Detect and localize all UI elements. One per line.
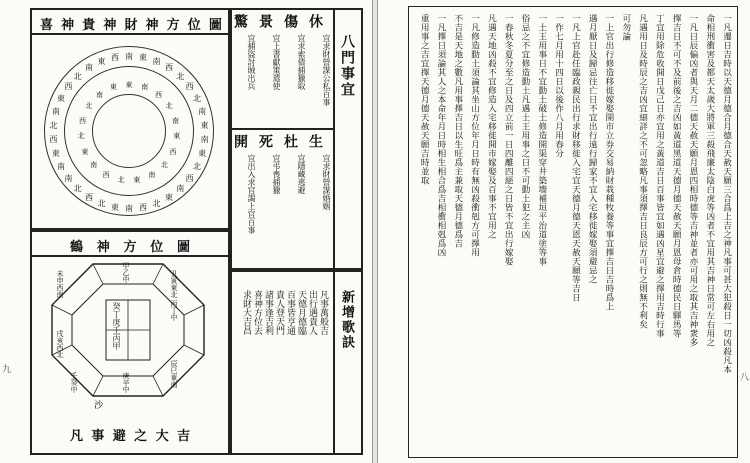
crane-footer-char: 避 bbox=[112, 429, 126, 444]
ring-char: 北 bbox=[165, 102, 173, 111]
crane-sub-label: 沙 bbox=[92, 400, 102, 409]
ring-char: 西 bbox=[185, 173, 194, 183]
ring-char: 南 bbox=[56, 161, 65, 171]
ring-char: 東 bbox=[51, 148, 60, 158]
crane-side-label: 庚辛中 bbox=[122, 372, 130, 393]
crane-side-label: 戌亥西北 bbox=[56, 330, 64, 358]
ring-char: 東 bbox=[56, 94, 65, 104]
text-column: 俗忌之不宜修造動土凡遇土王用事之日不可動土犯之主凶 bbox=[519, 14, 530, 239]
text-column: 一凡修造動土須論其坐山方位年月日時有無凶殺衝剋方可擇用 bbox=[469, 14, 480, 257]
gate-text: 宜求財營謀公私百事 bbox=[322, 34, 331, 106]
gate-text: 宜捕盜討賊出兵 bbox=[247, 34, 256, 90]
ring-char: 西 bbox=[84, 192, 93, 202]
ring-char: 東 bbox=[138, 53, 147, 63]
ring-char: 北 bbox=[117, 175, 125, 184]
ring-char: 東 bbox=[125, 80, 133, 89]
gate-name: 景 bbox=[257, 14, 273, 28]
ring-char: 南 bbox=[125, 204, 133, 213]
gate-text: 宜求財營謀婚姻 bbox=[322, 154, 331, 210]
crane-footer-char: 凡 bbox=[70, 429, 84, 444]
crane-center-text: 癸丁庚壬丙甲 bbox=[112, 302, 121, 350]
gate-name: 杜 bbox=[282, 134, 298, 148]
gate-text: 宜隱藏逃避 bbox=[297, 154, 306, 194]
ring-char: 南 bbox=[84, 63, 93, 73]
ring-char: 南 bbox=[51, 107, 60, 117]
crane-side-label: 未申西南 bbox=[56, 270, 64, 298]
text-column: 一凡遷日吉時以天德月德合月德合天赦天願三合爲上吉之神凡事可甚大犯殺日一切凶殺凡本 bbox=[721, 14, 732, 374]
title-char: 神 bbox=[145, 18, 159, 33]
ring-char: 南 bbox=[172, 116, 180, 125]
song-column: 喜神方位去 bbox=[252, 290, 262, 335]
ring-char: 東 bbox=[198, 148, 207, 158]
crane-title-char: 鶴 bbox=[70, 240, 84, 255]
crane-title-char: 位 bbox=[150, 240, 164, 255]
new-song-heading: 新增歌訣 bbox=[339, 290, 354, 350]
title-char: 方 bbox=[166, 18, 180, 33]
page-mark-left: 九 bbox=[2, 365, 12, 375]
ring-char: 北 bbox=[193, 161, 202, 171]
crane-side-label: 甲乙中 bbox=[122, 262, 130, 283]
ring-char: 南 bbox=[125, 52, 133, 61]
crane-footer-char: 事 bbox=[91, 429, 105, 444]
ring-char: 西 bbox=[165, 63, 173, 73]
song-column: 天德月德臨 bbox=[296, 290, 306, 335]
text-column: 丁宜用除危收開日戊己日亦宜用之黃道吉日百事皆宜如遇凶星宜避之擇用吉時行事 bbox=[654, 14, 665, 338]
ring-char: 南 bbox=[176, 184, 185, 194]
gate-name: 傷 bbox=[282, 14, 298, 28]
ring-char: 西 bbox=[185, 82, 194, 92]
song-column: 求財大吉昌 bbox=[241, 290, 251, 335]
song-column: 凡事萬般吉 bbox=[318, 290, 328, 335]
text-column: 命相刑衝害及都天太歲大將軍三殺飛廉太陰白虎等凶者不宜用其吉神日常可左右用之 bbox=[704, 14, 715, 347]
song-column: 出行遇貴人 bbox=[307, 290, 317, 335]
ring-char: 北 bbox=[85, 102, 93, 111]
ring-char: 南 bbox=[96, 90, 104, 99]
ring-char: 北 bbox=[49, 120, 58, 130]
ring-char: 西 bbox=[169, 147, 177, 156]
text-column: 凡遇用日及時辰之吉凶宜細詳之不可忽略凡事須擇吉日良辰方可行之則無不利矣 bbox=[637, 14, 648, 329]
ring-char: 南 bbox=[198, 107, 207, 117]
ring-char: 東 bbox=[111, 202, 120, 212]
text-column: 不吉是天地之數凡用事擇吉日以生旺爲主兼取天德月德爲吉 bbox=[452, 14, 463, 248]
crane-side-label: 丑寅東北 bbox=[170, 270, 178, 298]
title-char: 財 bbox=[124, 18, 138, 33]
gate-name: 開 bbox=[232, 134, 248, 148]
text-column: 一春秋冬夏分至之日及四立前一日四離四絕之日皆不宜出行嫁娶 bbox=[503, 14, 514, 266]
text-column: 一凡上官赴任臨政親民出行求財移徙入宅宜天德月德天恩天赦天願等吉日 bbox=[570, 14, 581, 302]
crane-footer-char: 大 bbox=[155, 429, 169, 444]
text-column: 一凡擇日須論其人之本命年月日時相生相合爲吉相衝相剋爲凶 bbox=[435, 14, 446, 257]
ring-char: 南 bbox=[64, 173, 73, 183]
ring-char: 東 bbox=[81, 147, 89, 156]
ring-char: 西 bbox=[49, 135, 58, 144]
crane-footer-char: 之 bbox=[134, 429, 148, 444]
ring-char: 北 bbox=[97, 198, 106, 208]
ring-char: 北 bbox=[77, 132, 85, 141]
ring-char: 東 bbox=[200, 120, 209, 130]
crane-diagram-footer bbox=[70, 425, 190, 444]
crane-title-char: 神 bbox=[96, 240, 110, 255]
ring-char: 東 bbox=[133, 175, 141, 184]
ring-char: 西 bbox=[154, 90, 162, 99]
title-char: 貴 bbox=[82, 18, 96, 33]
wealth-diagram-title bbox=[40, 14, 222, 33]
ring-char: 東 bbox=[109, 83, 117, 92]
text-column: 一作七月用十四日以後作八月用春分 bbox=[553, 14, 564, 158]
crane-side-label: 辰巳東南 bbox=[170, 360, 178, 388]
title-char: 圖 bbox=[208, 18, 222, 33]
ring-char: 東 bbox=[173, 132, 181, 141]
crane-side-label: 壬癸中 bbox=[70, 372, 78, 393]
text-column: 一上官出行修造移徙嫁娶開市立券交易納財栽種牧養等事宜擇吉日吉時爲上 bbox=[603, 14, 614, 311]
gate-name: 驚 bbox=[232, 14, 248, 28]
inner-ring bbox=[92, 94, 166, 168]
ring-char: 北 bbox=[152, 198, 161, 208]
gate-name: 死 bbox=[257, 134, 273, 148]
crane-side-label: 丙丁中 bbox=[170, 300, 178, 321]
title-char: 位 bbox=[187, 18, 201, 33]
gate-text: 宜求索債捕獵取 bbox=[297, 34, 306, 90]
eight-gates-heading: 八門事宜 bbox=[339, 34, 355, 98]
text-column: 擇吉日不可不及前後之吉凶如黃道黑道天德月德天赦天願月恩母倉時德民日驛馬等 bbox=[671, 14, 682, 338]
ring-char: 西 bbox=[111, 53, 120, 63]
ring-char: 南 bbox=[152, 57, 161, 67]
ring-char: 南 bbox=[200, 135, 209, 144]
crane-title-char: 圖 bbox=[176, 240, 190, 255]
ring-char: 北 bbox=[176, 71, 185, 81]
gate-name: 休 bbox=[307, 14, 323, 28]
gate-text: 宜弔喪捕獵 bbox=[272, 154, 281, 194]
text-column: 遇月厭日及歸忌往亡日不宜出行遠行歸家不宜入宅移徙嫁娶須避忌之 bbox=[587, 14, 598, 284]
song-column: 諸事逢吉利 bbox=[263, 290, 273, 335]
ring-char: 西 bbox=[102, 170, 110, 179]
crane-footer-char: 吉 bbox=[176, 429, 190, 444]
ring-char: 西 bbox=[64, 82, 73, 92]
ring-char: 南 bbox=[148, 170, 156, 179]
text-column: 可勿論 bbox=[620, 14, 631, 41]
page-mark-right: 八 bbox=[740, 373, 750, 383]
title-char: 喜 bbox=[40, 18, 54, 33]
ring-char: 西 bbox=[78, 116, 86, 125]
ring-char: 南 bbox=[141, 83, 149, 92]
ring-char: 東 bbox=[97, 57, 106, 67]
gate-text: 宜上書獻策遣使 bbox=[272, 34, 281, 90]
gate-name: 生 bbox=[307, 134, 323, 148]
ring-char: 北 bbox=[73, 71, 82, 81]
left-page bbox=[0, 0, 372, 463]
gate-text: 宜出入求官謁上官百事 bbox=[247, 154, 256, 234]
ring-char: 南 bbox=[90, 161, 98, 169]
text-column: 凡遇天地凶殺不宜修造入宅移徙開市嫁娶及百事不宜用之 bbox=[486, 14, 497, 239]
text-column: 一土王用事日不宜動土破土修造開渠穿井築墻補垣平治道塗等事 bbox=[536, 14, 547, 266]
ring-char: 北 bbox=[160, 161, 168, 169]
crane-diagram-title bbox=[70, 236, 190, 255]
ring-char: 北 bbox=[73, 184, 82, 194]
text-column: 重用事之吉宜擇天德月德天赦天願吉時並取 bbox=[419, 14, 430, 185]
song-column: 貴人登天門 bbox=[274, 290, 284, 335]
ring-char: 西 bbox=[138, 202, 147, 212]
text-column: 一凡日辰偏凶者與天月二德天赦天願月恩四相時德等吉神並者亦可用之取其吉神衆多 bbox=[687, 14, 698, 347]
title-char: 神 bbox=[103, 18, 117, 33]
right-page bbox=[378, 0, 750, 463]
song-column: 百事皆亨通 bbox=[285, 290, 295, 335]
title-char: 神 bbox=[61, 18, 75, 33]
crane-title-char: 方 bbox=[123, 240, 137, 255]
ring-char: 東 bbox=[165, 192, 173, 202]
ring-char: 北 bbox=[193, 94, 202, 104]
